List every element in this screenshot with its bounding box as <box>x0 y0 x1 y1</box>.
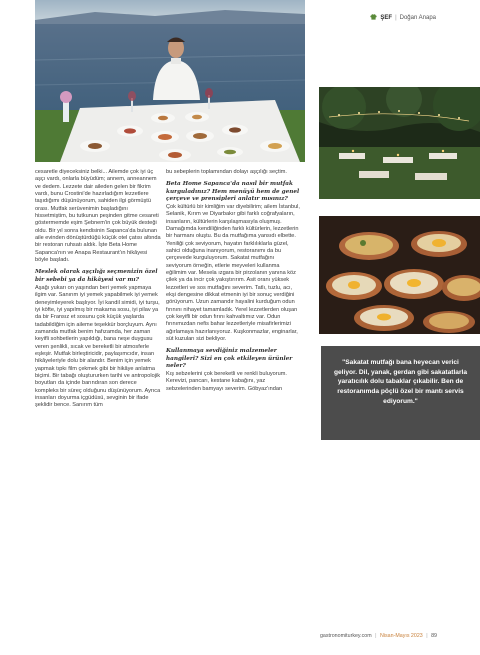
interview-question: Meslek olarak aşçılığı seçmenizin özel bir sebebi ya da hikâyesi var mı? <box>35 269 158 283</box>
body-paragraph: Kış sebzelerini çok bereketli ve renkli buluyorum. Kerevizi, pancarı, kestane kabağını, yaz sebzelerinden bamyayı severim. Göbyaz'ından <box>166 371 287 392</box>
body-paragraph: Aşağı yukarı on yaşından beri yemek yapmaya ilgim var. Sanırım iyi yemek yapabilmek iyi yemek deneyimleyerek başlıyor. İyi kandil simidi, iyi turşu, iyi köfte, iyi yapılmış bir makarna sosu, iyi pilav ya da bir Fransız et sosunu çok küçük yaşlarda tadabildiğim için aileme teşekkür borçluyum. Aynı zamanda mutfak benim hafızamda, her zaman keyifli sohbetlerin yapıldığı, bana neşe duygusu veren şenlikli, sıcak ve bereketli bir atmosferle eşleşir. Mutfak birleştiricidir, paylaşımcıdır, insan hikâyeleriyle dolu bir alandır. Benim için yemek yapmak tıpkı film çekmek gibi bir hikâye anlatma biçimi. Bir tabağı oluştururken tarihi ve antropolojik boyutları da içinde barındıran son derece kompleks bir süreç olduğunu düşünüyorum. Ayrıca insanları doyurma içgüdüsü, sevginin bir ifade şeklidir bence. Sanırım tüm <box>35 284 161 409</box>
chef-photo <box>35 0 305 162</box>
pull-quote: "Sakatat mutfağı bana heyecan verici geliyor. Dil, yanak, gerdan gibi sakatatlarla yaratıcılık dolu tabaklar çıkabilir. Ben de restoranımda pöçlü özel bir mantı servis ediyorum." <box>321 346 480 440</box>
body-paragraph: bu sebeplerin toplamından dolayı aşçılığı seçtim. <box>166 169 287 175</box>
header-separator: | <box>395 14 397 21</box>
footer-site: gastronomiturkey.com <box>319 633 372 639</box>
author-name: Doğan Anapa <box>399 14 436 21</box>
footer-separator: | <box>426 633 428 639</box>
page-header <box>370 14 436 21</box>
body-paragraph: Çok kültürlü bir kimliğim var diyebilirim; ailem İstanbul, Selanik, Kırım ve Diyarbakır gibi farklı coğrafyaların, insanların, kültürlerin karşılaşmasıyla oluşmuş. Damağımda kendiliğinden farklı kültürlerin, lezzetlerin bir harmanı oluştu. Bu da mutfağıma yansıdı elbette. Yeniliği çok seviyorum, hayatın farklılıklarla güzel, sahici olduğuna inanıyorum, restoranımı da bu çerçevede kurguluyorum. Sakatat mutfağını seviyorum örneğin, etlerie meyveleri kullanma eğilimim var. Mesela ızgara bir pirzolanın yanına köz çilek ya da incir çok yakıştırırım. Asit oranı yüksek lezzetleri ve sos mutfağını severim. Tatlı, tuzlu, acı, ekşi dengesine dikkat etmenin iyi bir sonuç verdiğini görüyorum. Uzun zamandır hayalini kurduğum odun fırınını nihayet tamamladık. Yerel lezzetlerden oluşan çok keyifli bir odun fırını kahvaltımız var. Odun fırınımızdan nefis bahar lezzetleriyle misafirlerimizi ağırlamaya hazırlanıyoruz. Kuşkonmazlar, enginarlar, süt kuzuları sizi bekliyor. <box>166 203 300 343</box>
garden-photo <box>319 87 480 199</box>
section-label: ŞEF <box>380 14 393 21</box>
interview-question: Kullanmaya sevdiğiniz malzemeler hangileri? Sizi en çok etkileyen ürünler neler? <box>166 348 293 369</box>
dishes-photo <box>319 216 480 334</box>
text-column-left <box>35 169 161 415</box>
text-column-middle <box>166 169 300 398</box>
page-number: 89 <box>431 633 437 639</box>
page-footer <box>320 633 437 639</box>
body-paragraph: cesaretle diyeceksiniz belki... Ailemde çok iyi üç aşçı vardı, onlarla büyüdüm; annem, anneannem ve dedem. Lezzete dair aileden gelen bir fikrim vardı, bunu Crostini'de hazırladığım lezzetlere taşıdığımı düşünüyorum, sahiden ilgi görmüştü orası. Mutfak serüvenimin başladığını hissetmiştim, bu tutkunun peşinden gitme cesareti göstermemde eşim Şebnem'in çok büyük desteği oldu. Bir yıl sonra kendisinin Sapanca'da bulunan aile evinden dönüştürdüğü küçük otel çatısı altında bir restoran ruhsatı aldık. İşte Beta Home Sapanca'nın ve Anapa Restaurant'ın hikâyesi böyle başladı. <box>35 169 161 264</box>
footer-issue: Nisan-Mayıs 2023 <box>380 633 423 639</box>
footer-separator: | <box>375 633 377 639</box>
interview-question: Beta Home Sapanca'da nasıl bir mutfak kurguladınız? Hem menüyü hem de genel çerçeve ve prensipleri anlatır mısınız? <box>166 181 300 202</box>
chef-hat-icon <box>370 14 377 21</box>
